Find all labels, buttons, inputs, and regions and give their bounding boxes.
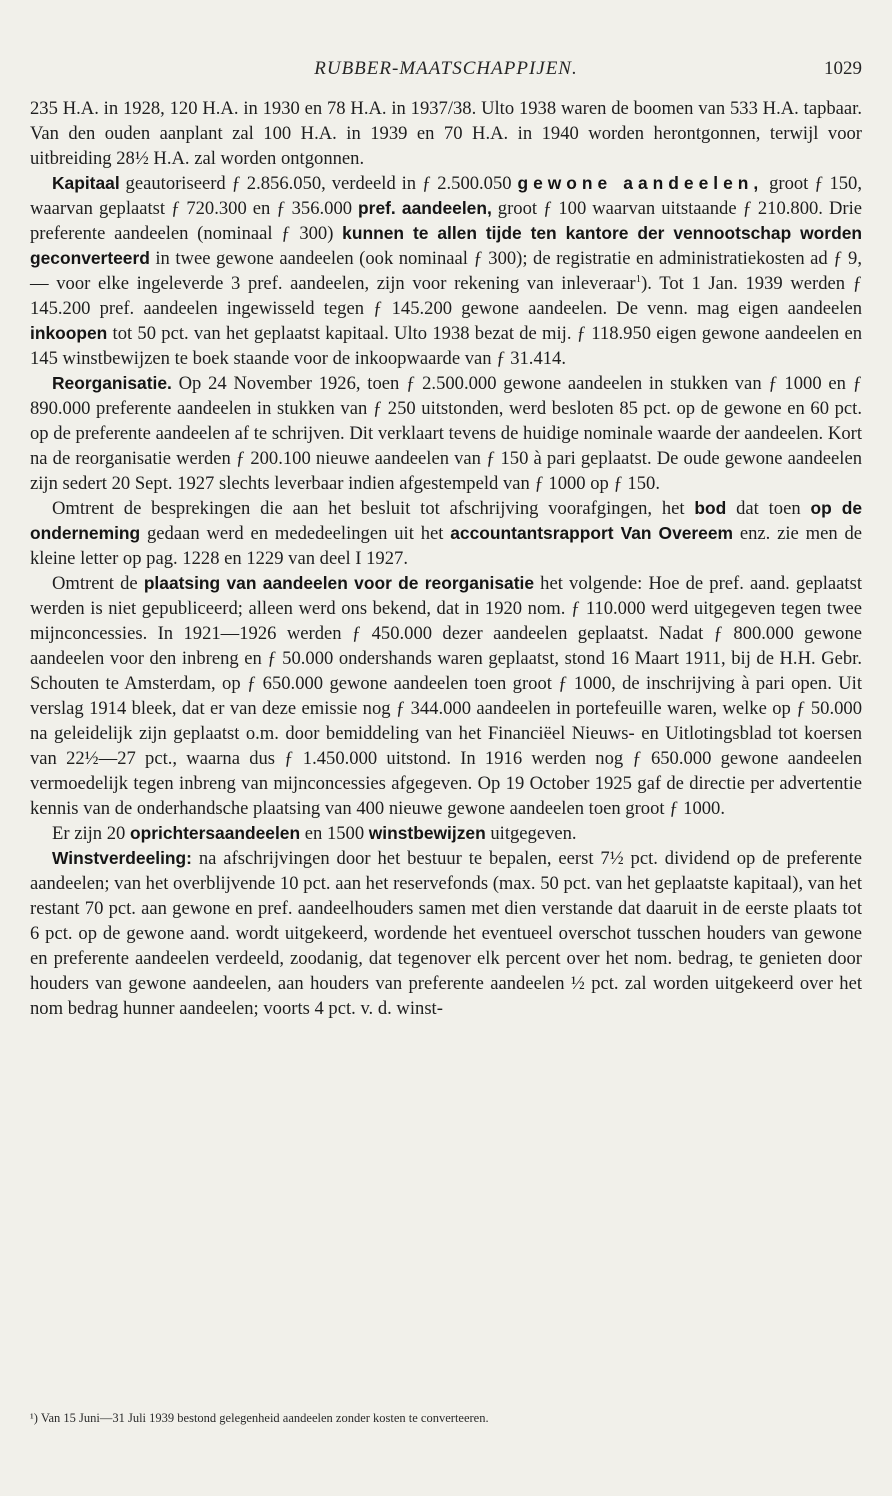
text-run: Omtrent de besprekingen die aan het besluit tot afschrijving voorafgingen, het (52, 498, 695, 519)
paragraph-capital (30, 171, 862, 371)
page-number: 1029 (824, 58, 862, 79)
term-accountantsrapport: accountantsrapport Van Overeem (450, 523, 733, 543)
footnote-marker: ¹) (30, 1411, 38, 1425)
text-run: Er zijn 20 (52, 823, 130, 844)
term-plaatsing: plaatsing van aandeelen voor de reorganisatie (143, 573, 535, 593)
text-run: tot 50 pct. van het geplaatst kapitaal. Ulto 1938 bezat de mij. ƒ 118.950 eigen gewone aandeelen en 145 winstbewijzen te boek staande voor de inkoopwaarde van ƒ 31.414. (30, 323, 862, 369)
text-run: groot ƒ 100 waarvan uitstaande ƒ 210.800. Drie preferente aandeelen (nominaal ƒ 300) (30, 198, 862, 244)
footnote-text: Van 15 Juni—31 Juli 1939 bestond gelegenheid aandeelen zonder kosten te converteeren. (37, 1411, 489, 1425)
text-run: Omtrent de (52, 573, 144, 594)
text-run: in twee gewone aandeelen (ook nominaal ƒ 300); de registratie en administratiekosten ad ƒ 9,— voor elke ingeleverde 3 pref. aandeelen, zijn voor rekening van inleveraar (30, 248, 862, 294)
text-run: het volgende: Hoe de pref. aand. geplaatst werden is niet gepubliceerd; alleen werd ons bekend, dat in 1920 nom. ƒ 110.000 werd uitgegeven tegen twee mijnconcessies. In 1921—1926 werden ƒ 450.000 dezer aandeelen geplaatst. Nadat ƒ 800.000 gewone aandeelen voor den inbreng en ƒ 50.000 ondershands waren geplaatst, stond 16 Maart 1911, bij de H.H. Gebr. Schouten te Amsterdam, op ƒ 650.000 gewone aandeelen toen groot ƒ 1000, de inschrijving à pari open. Uit verslag 1914 bleek, dat er van deze emissie nog ƒ 344.000 aandeelen in portefeuille waren, welke op ƒ 50.000 na geleidelijk zijn geplaatst o.m. door bemiddeling van het Financiëel Nieuws- en Uitlotingsblad tot koersen van 22½—27 pct., waarna dus ƒ 1.450.000 uitstond. In 1916 werden nog ƒ 650.000 gewone aandeelen vermoedelijk tegen inbreng van mijnconcessies afgegeven. Op 19 October 1925 gaf de directie per advertentie kennis van de onderhandsche plaatsing van 400 nieuwe gewone aandeelen toen groot ƒ 1000. (30, 573, 862, 819)
heading-winstverdeeling: Winstverdeeling: (52, 848, 192, 868)
page-header (30, 58, 862, 88)
text-run: na afschrijvingen door het bestuur te bepalen, eerst 7½ pct. dividend op de preferente aandeelen; van het overblijvende 10 pct. aan het reservefonds (max. 50 pct. van het geplaatste kapitaal), van het restant 70 pct. aan gewone en pref. aandeelhouders samen met dien verstande dat daaruit in de eerste plaats tot 6 pct. op de gewone aand. wordt uitgekeerd, wordende het eventueel overschot tusschen houders van gewone en preferente aandeelen verdeeld, zoodanig, dat tegenover elk percent over het nom. bedrag, te genieten door houders van gewone aandeelen, aan houders van preferente aandeelen ½ pct. zal worden uitgekeerd over het nom bedrag hunner aandeelen; voorts 4 pct. v. d. winst- (30, 848, 862, 1019)
text-run: geautoriseerd ƒ 2.856.050, verdeeld in ƒ 2.500.050 (119, 173, 518, 194)
term-op-de-onderneming: op de onderneming (30, 498, 862, 543)
term-bod: bod (694, 498, 727, 518)
paragraph-profit-distribution (30, 846, 862, 1021)
term-conversion: kunnen te allen tijde ten kantore der vennootschap worden geconverteerd (30, 223, 862, 268)
heading-kapitaal: Kapitaal (52, 173, 120, 193)
body-text (30, 96, 862, 1021)
term-oprichtersaandeelen: oprichtersaandeelen (129, 823, 301, 843)
footnote (30, 1411, 862, 1426)
text-run: gedaan werd en mededeelingen uit het (140, 523, 451, 544)
text-run: enz. zie men de kleine letter op pag. 1228 en 1229 van deel I 1927. (30, 523, 863, 569)
text-run: Op 24 November 1926, toen ƒ 2.500.000 gewone aandeelen in stukken van ƒ 1000 en ƒ 890.000 preferente aandeelen in stukken van ƒ 250 uitstonden, werd besloten 85 pct. op de gewone en 60 pct. op de preferente aandeelen af te schrijven. Dit verklaart tevens de huidige nominale waarde der aandeelen. Kort na de reorganisatie werden ƒ 200.100 nieuwe aandeelen van ƒ 150 à pari geplaatst. De oude gewone aandeelen zijn sedert 20 Sept. 1927 slechts leverbaar indien afgestempeld van ƒ 1000 op ƒ 150. (30, 373, 862, 494)
heading-reorganisatie: Reorganisatie. (52, 373, 172, 393)
text-run: dat toen (726, 498, 811, 519)
text-run: en 1500 (300, 823, 369, 844)
paragraph-negotiations (30, 496, 862, 571)
footnote-reference: 1 (635, 272, 642, 285)
term-winstbewijzen: winstbewijzen (368, 823, 486, 843)
text-run: groot ƒ 150, waarvan geplaatst ƒ 720.300 en ƒ 356.000 (30, 173, 862, 219)
paragraph-reorganisation (30, 371, 862, 496)
paragraph-share-placement (30, 571, 862, 821)
term-pref-aandeelen: pref. aandeelen, (358, 198, 492, 218)
paragraph-plantings: 235 H.A. in 1928, 120 H.A. in 1930 en 78 H.A. in 1937/38. Ulto 1938 waren de boomen van 533 H.A. tapbaar. Van den ouden aanplant zal 100 H.A. in 1939 en 70 H.A. in 1940 worden herontgonnen, terwijl voor uitbreiding 28½ H.A. zal worden ontgonnen. (30, 98, 862, 169)
running-title: RUBBER-MAATSCHAPPIJEN. (314, 58, 578, 79)
paragraph-founders-shares (30, 821, 862, 846)
text-run: ). Tot 1 Jan. 1939 werden ƒ 145.200 pref. aandeelen ingewisseld tegen ƒ 145.200 gewone aandeelen. De venn. mag eigen aandeelen (30, 273, 862, 319)
text-run: uitgegeven. (485, 823, 577, 844)
term-inkoopen: inkoopen (30, 323, 108, 343)
term-gewone-aandeelen: gewone aandeelen, (517, 173, 764, 193)
